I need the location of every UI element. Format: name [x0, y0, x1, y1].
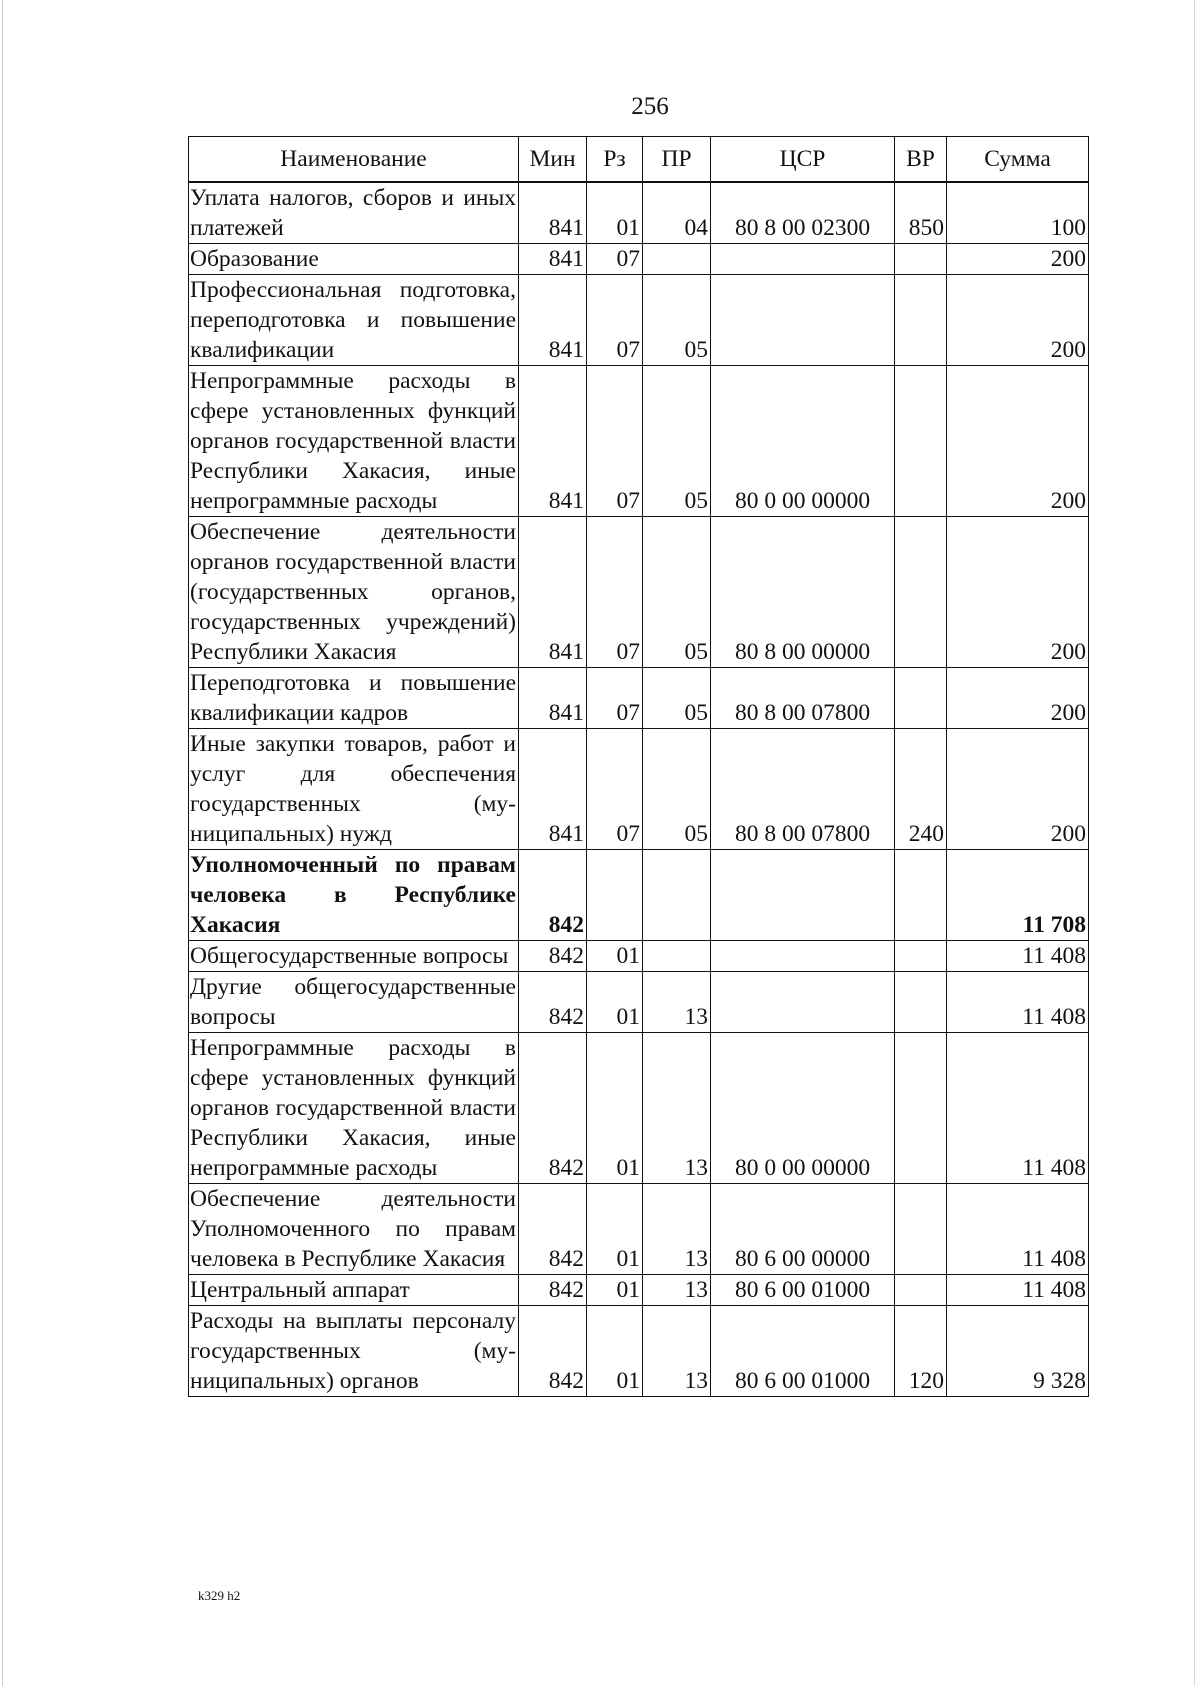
table-row — [189, 275, 1089, 366]
cell-sum: 200 — [947, 668, 1089, 729]
cell-csr — [711, 972, 895, 1033]
cell-min: 842 — [519, 1306, 587, 1397]
cell-rz: 01 — [587, 972, 643, 1033]
table-row — [189, 941, 1089, 972]
cell-csr — [711, 941, 895, 972]
cell-vr: 120 — [895, 1306, 947, 1397]
cell-csr: 80 8 00 07800 — [711, 668, 895, 729]
cell-name: Образование — [189, 244, 519, 275]
cell-sum: 200 — [947, 366, 1089, 517]
cell-min: 841 — [519, 182, 587, 244]
cell-csr: 80 8 00 00000 — [711, 517, 895, 668]
cell-name: Непрограммные расходы в сфере установленных функций органов государственной власти Республики Хакасия, иные непрограммные расходы — [189, 1033, 519, 1184]
cell-sum: 11 408 — [947, 972, 1089, 1033]
cell-rz: 07 — [587, 517, 643, 668]
cell-name: Переподготовка и повышение квалификации кадров — [189, 668, 519, 729]
table-body — [189, 182, 1089, 1397]
cell-pr: 05 — [643, 729, 711, 850]
cell-vr — [895, 668, 947, 729]
cell-rz: 07 — [587, 244, 643, 275]
cell-csr: 80 6 00 01000 — [711, 1275, 895, 1306]
cell-csr: 80 8 00 02300 — [711, 182, 895, 244]
header-pr: ПР — [643, 137, 711, 183]
cell-rz: 01 — [587, 941, 643, 972]
cell-vr — [895, 972, 947, 1033]
cell-name: Уплата налогов, сборов и иных платежей — [189, 182, 519, 244]
cell-vr — [895, 275, 947, 366]
cell-pr: 05 — [643, 366, 711, 517]
cell-sum: 200 — [947, 275, 1089, 366]
table-row — [189, 729, 1089, 850]
cell-vr: 240 — [895, 729, 947, 850]
cell-pr: 05 — [643, 275, 711, 366]
table-row — [189, 182, 1089, 244]
cell-csr: 80 0 00 00000 — [711, 1033, 895, 1184]
cell-pr: 04 — [643, 182, 711, 244]
cell-sum: 11 408 — [947, 1275, 1089, 1306]
cell-name: Обеспечение деятельности Уполномоченного по правам человека в Республике Хакасия — [189, 1184, 519, 1275]
cell-pr: 13 — [643, 972, 711, 1033]
table-row — [189, 972, 1089, 1033]
cell-sum: 200 — [947, 729, 1089, 850]
cell-sum: 11 408 — [947, 1033, 1089, 1184]
cell-min: 841 — [519, 366, 587, 517]
cell-sum: 11 408 — [947, 941, 1089, 972]
cell-rz: 01 — [587, 1275, 643, 1306]
cell-csr: 80 6 00 01000 — [711, 1306, 895, 1397]
cell-name: Профессиональная подготовка, переподготовка и повышение квалификации — [189, 275, 519, 366]
cell-csr: 80 8 00 07800 — [711, 729, 895, 850]
cell-pr — [643, 941, 711, 972]
cell-pr — [643, 244, 711, 275]
cell-min: 841 — [519, 244, 587, 275]
cell-pr: 13 — [643, 1033, 711, 1184]
table-row — [189, 517, 1089, 668]
table-header-row — [189, 137, 1089, 183]
header-rz: Рз — [587, 137, 643, 183]
cell-name: Обеспечение деятельности органов государственной власти (государственных органов, государственных учреждений) Республики Хакасия — [189, 517, 519, 668]
cell-sum: 200 — [947, 244, 1089, 275]
budget-table — [188, 136, 1089, 1397]
cell-csr: 80 0 00 00000 — [711, 366, 895, 517]
cell-sum: 11 408 — [947, 1184, 1089, 1275]
cell-csr — [711, 275, 895, 366]
cell-vr — [895, 1275, 947, 1306]
cell-csr — [711, 244, 895, 275]
cell-min: 842 — [519, 1275, 587, 1306]
cell-vr: 850 — [895, 182, 947, 244]
cell-min: 841 — [519, 729, 587, 850]
cell-sum: 200 — [947, 517, 1089, 668]
scan-edge-left — [2, 0, 3, 1686]
cell-vr — [895, 941, 947, 972]
cell-sum: 11 708 — [947, 850, 1089, 941]
table-row — [189, 1184, 1089, 1275]
table-row — [189, 244, 1089, 275]
table-row — [189, 850, 1089, 941]
cell-rz: 07 — [587, 729, 643, 850]
cell-min: 841 — [519, 275, 587, 366]
cell-name: Другие общегосударственные вопросы — [189, 972, 519, 1033]
cell-name: Центральный аппарат — [189, 1275, 519, 1306]
cell-min: 842 — [519, 1184, 587, 1275]
cell-vr — [895, 850, 947, 941]
header-min: Мин — [519, 137, 587, 183]
cell-rz: 07 — [587, 366, 643, 517]
cell-min: 841 — [519, 517, 587, 668]
cell-vr — [895, 1033, 947, 1184]
header-vr: ВР — [895, 137, 947, 183]
cell-min: 841 — [519, 668, 587, 729]
header-name: Наименование — [189, 137, 519, 183]
cell-min: 842 — [519, 1033, 587, 1184]
cell-min: 842 — [519, 972, 587, 1033]
cell-pr: 13 — [643, 1306, 711, 1397]
cell-vr — [895, 366, 947, 517]
header-sum: Сумма — [947, 137, 1089, 183]
cell-pr — [643, 850, 711, 941]
cell-pr: 05 — [643, 517, 711, 668]
cell-rz: 01 — [587, 182, 643, 244]
footer-code: k329 h2 — [198, 1588, 241, 1603]
cell-min: 842 — [519, 941, 587, 972]
table-row — [189, 1306, 1089, 1397]
cell-pr: 13 — [643, 1275, 711, 1306]
cell-name: Иные закупки товаров, работ и услуг для обеспечения государственных (муниципальных) нужд — [189, 729, 519, 850]
cell-rz: 01 — [587, 1306, 643, 1397]
cell-name: Общегосударственные вопросы — [189, 941, 519, 972]
cell-pr: 13 — [643, 1184, 711, 1275]
page-number: 256 — [631, 93, 669, 120]
cell-csr: 80 6 00 00000 — [711, 1184, 895, 1275]
cell-name: Уполномоченный по правам человека в Республике Хакасия — [189, 850, 519, 941]
cell-min: 842 — [519, 850, 587, 941]
scan-edge-right — [1194, 0, 1195, 1686]
cell-vr — [895, 1184, 947, 1275]
header-csr: ЦСР — [711, 137, 895, 183]
cell-rz — [587, 850, 643, 941]
cell-rz: 07 — [587, 668, 643, 729]
cell-rz: 07 — [587, 275, 643, 366]
table-row — [189, 1275, 1089, 1306]
cell-csr — [711, 850, 895, 941]
table-row — [189, 1033, 1089, 1184]
cell-rz: 01 — [587, 1184, 643, 1275]
cell-sum: 9 328 — [947, 1306, 1089, 1397]
cell-name: Расходы на выплаты персоналу государственных (муниципальных) органов — [189, 1306, 519, 1397]
cell-name: Непрограммные расходы в сфере установленных функций органов государственной власти Республики Хакасия, иные непрограммные расходы — [189, 366, 519, 517]
cell-sum: 100 — [947, 182, 1089, 244]
table-row — [189, 668, 1089, 729]
cell-vr — [895, 244, 947, 275]
cell-vr — [895, 517, 947, 668]
table-row — [189, 366, 1089, 517]
cell-rz: 01 — [587, 1033, 643, 1184]
cell-pr: 05 — [643, 668, 711, 729]
